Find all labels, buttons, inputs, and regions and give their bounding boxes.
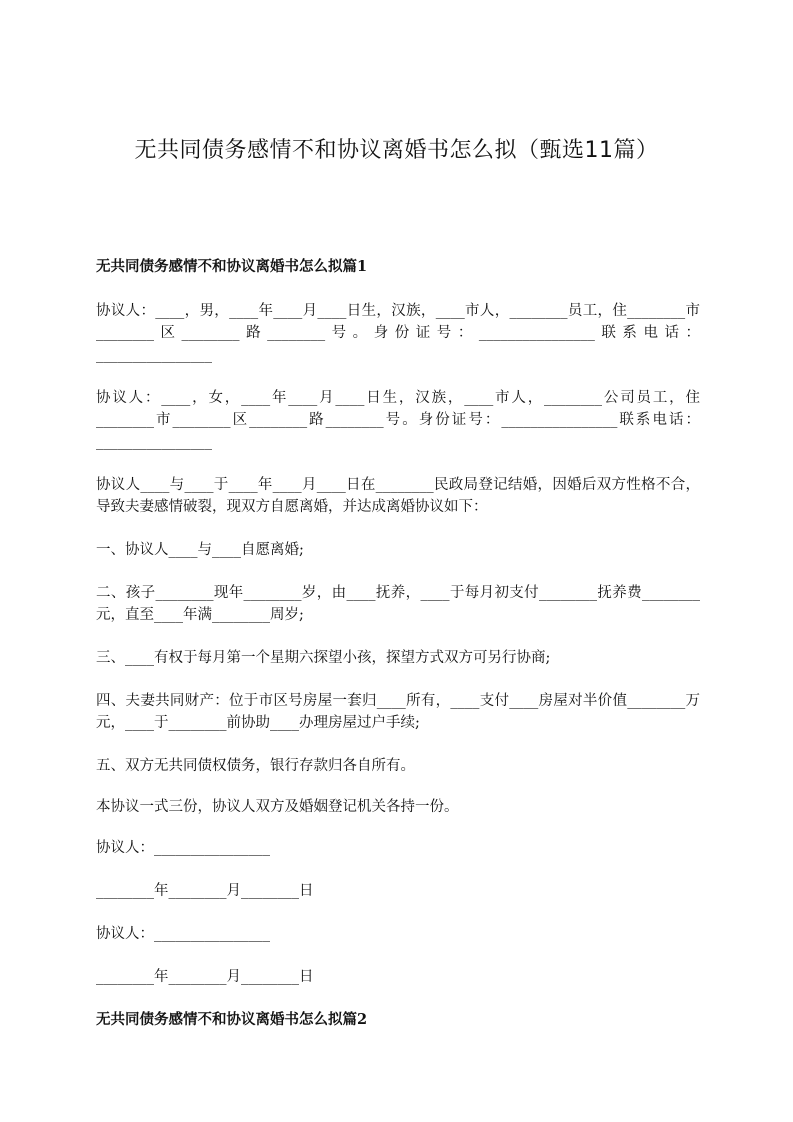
party-male-paragraph: 协议人：____，男，____年____月____日生，汉族，____市人，________员工，住________市________区________路________号。身份证号：________________联系电话：________________ xyxy=(96,303,700,363)
signature-date-2: ________年________月________日 xyxy=(96,969,314,985)
document-body xyxy=(96,256,700,1031)
signature-party-1: 协议人：________________ xyxy=(96,840,270,856)
clause-5: 五、双方无共同债权债务，银行存款归各自所有。 xyxy=(96,758,415,774)
clause-3: 三、____有权于每月第一个星期六探望小孩，探望方式双方可另行协商; xyxy=(96,650,551,666)
section-heading-1: 无共同债务感情不和协议离婚书怎么拟篇1 xyxy=(96,258,368,275)
clause-2: 二、孩子________现年________岁，由____抚养，____于每月初支付________抚养费________元，直至____年满________周岁; xyxy=(96,585,700,623)
signature-date-1: ________年________月________日 xyxy=(96,883,314,899)
party-female-paragraph: 协议人：____，女，____年____月____日生，汉族，____市人，________公司员工，住________市________区________路________号。身份证号：________________联系电话：________________ xyxy=(96,390,700,450)
signature-party-2: 协议人：________________ xyxy=(96,926,270,942)
clause-1: 一、协议人____与____自愿离婚; xyxy=(96,542,304,558)
copies-statement: 本协议一式三份，协议人双方及婚姻登记机关各持一份。 xyxy=(96,799,459,815)
document-title: 无共同债务感情不和协议离婚书怎么拟（甄选11篇） xyxy=(134,138,659,163)
clause-4: 四、夫妻共同财产：位于市区号房屋一套归____所有，____支付____房屋对半价值________万元，____于________前协助____办理房屋过户手续; xyxy=(96,693,700,731)
marriage-statement-paragraph: 协议人____与____于____年____月____日在________民政局登记结婚，因婚后双方性格不合，导致夫妻感情破裂，现双方自愿离婚，并达成离婚协议如下： xyxy=(96,477,700,515)
section-heading-2: 无共同债务感情不和协议离婚书怎么拟篇2 xyxy=(96,1011,368,1028)
